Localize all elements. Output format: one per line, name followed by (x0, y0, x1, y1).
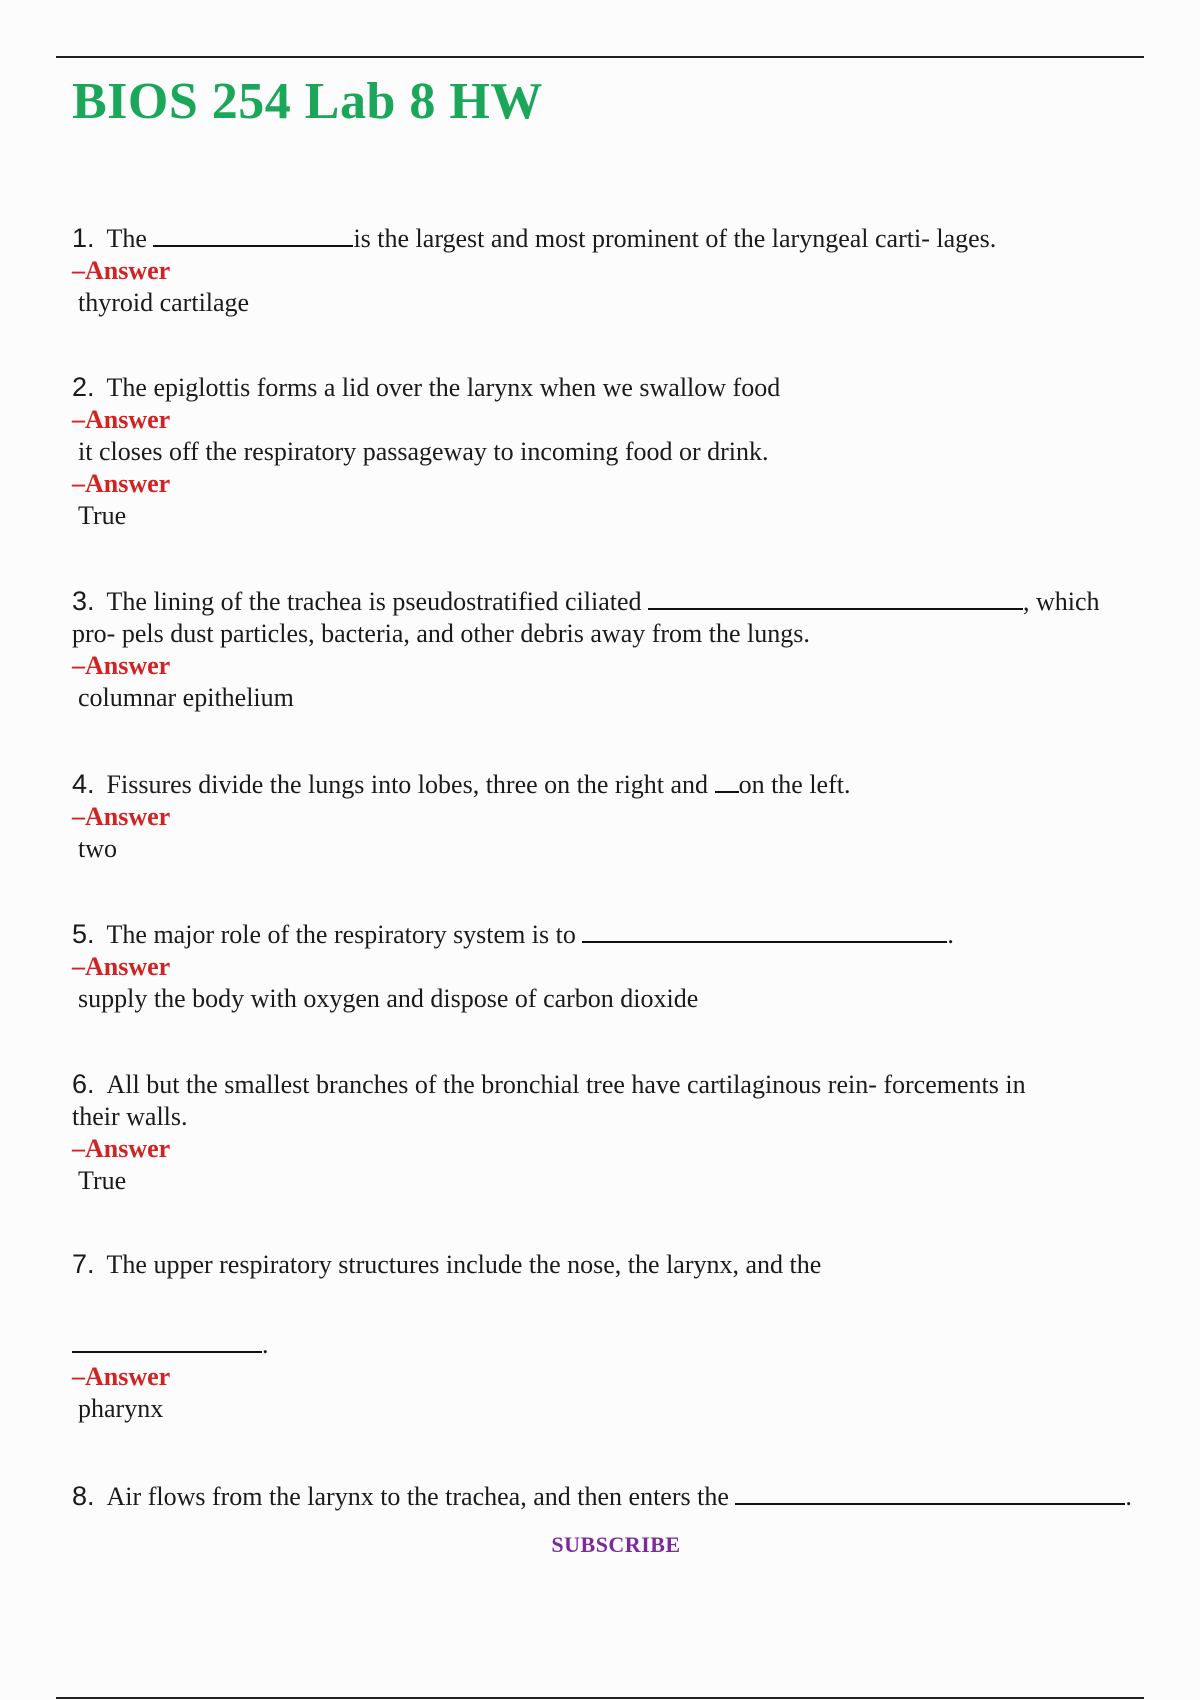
question-2 (72, 371, 1162, 532)
answer-label: –Answer (72, 1134, 171, 1163)
question-number: 2. (72, 372, 95, 402)
question-number: 6. (72, 1069, 95, 1099)
answer-text: pharynx (78, 1394, 164, 1423)
question-5-text: 5. The major role of the respiratory system is to . (72, 919, 954, 949)
question-3-text: 3. The lining of the trachea is pseudostratified ciliated , which (72, 586, 1100, 616)
answer-label: –Answer (72, 952, 171, 981)
question-4 (72, 768, 1162, 865)
question-number: 3. (72, 586, 95, 616)
answer-blank (715, 769, 739, 793)
question-2-text: 2. The epiglottis forms a lid over the larynx when we swallow food (72, 372, 781, 402)
question-number: 7. (72, 1249, 95, 1279)
question-number: 5. (72, 919, 95, 949)
answer-blank (153, 223, 353, 247)
question-8-text: 8. Air flows from the larynx to the trachea, and then enters the . (72, 1481, 1132, 1511)
answer-label: –Answer (72, 651, 171, 680)
question-7-blank-line: . (72, 1329, 1162, 1361)
bottom-rule (56, 1697, 1144, 1699)
question-number: 8. (72, 1481, 95, 1511)
answer-text: True (78, 501, 127, 530)
subscribe-link[interactable]: SUBSCRIBE (551, 1532, 681, 1557)
page-title: BIOS 254 Lab 8 HW (72, 73, 543, 130)
question-7 (72, 1248, 1162, 1425)
answer-label: –Answer (72, 469, 171, 498)
answer-text: supply the body with oxygen and dispose of carbon dioxide (78, 984, 699, 1013)
answer-blank (72, 1329, 262, 1353)
answer-text: True (78, 1166, 127, 1195)
question-number: 4. (72, 769, 95, 799)
answer-blank (735, 1481, 1125, 1505)
answer-text: it closes off the respiratory passageway to incoming food or drink. (78, 437, 769, 466)
question-5 (72, 918, 1162, 1015)
question-6-text: 6. All but the smallest branches of the bronchial tree have cartilaginous rein- forcements in (72, 1069, 1026, 1099)
question-8 (72, 1480, 1162, 1513)
question-1-text: 1. The is the largest and most prominent of the laryngeal carti- lages. (72, 223, 997, 253)
answer-blank (648, 586, 1023, 610)
answer-text: two (78, 834, 117, 863)
question-6-continuation: their walls. (72, 1102, 188, 1131)
question-4-text: 4. Fissures divide the lungs into lobes, three on the right and on the left. (72, 769, 851, 799)
answer-text: columnar epithelium (78, 683, 294, 712)
answer-label: –Answer (72, 256, 171, 285)
question-6 (72, 1068, 1162, 1197)
answer-label: –Answer (72, 1362, 171, 1391)
answer-blank (582, 919, 947, 943)
question-number: 1. (72, 223, 95, 253)
answer-label: –Answer (72, 405, 171, 434)
answer-label: –Answer (72, 802, 171, 831)
answer-text: thyroid cartilage (78, 288, 250, 317)
question-1 (72, 222, 1162, 319)
top-rule (56, 56, 1144, 58)
question-7-text: 7. The upper respiratory structures include the nose, the larynx, and the (72, 1249, 822, 1279)
question-3 (72, 585, 1162, 714)
question-3-continuation: pro- pels dust particles, bacteria, and other debris away from the lungs. (72, 619, 810, 648)
